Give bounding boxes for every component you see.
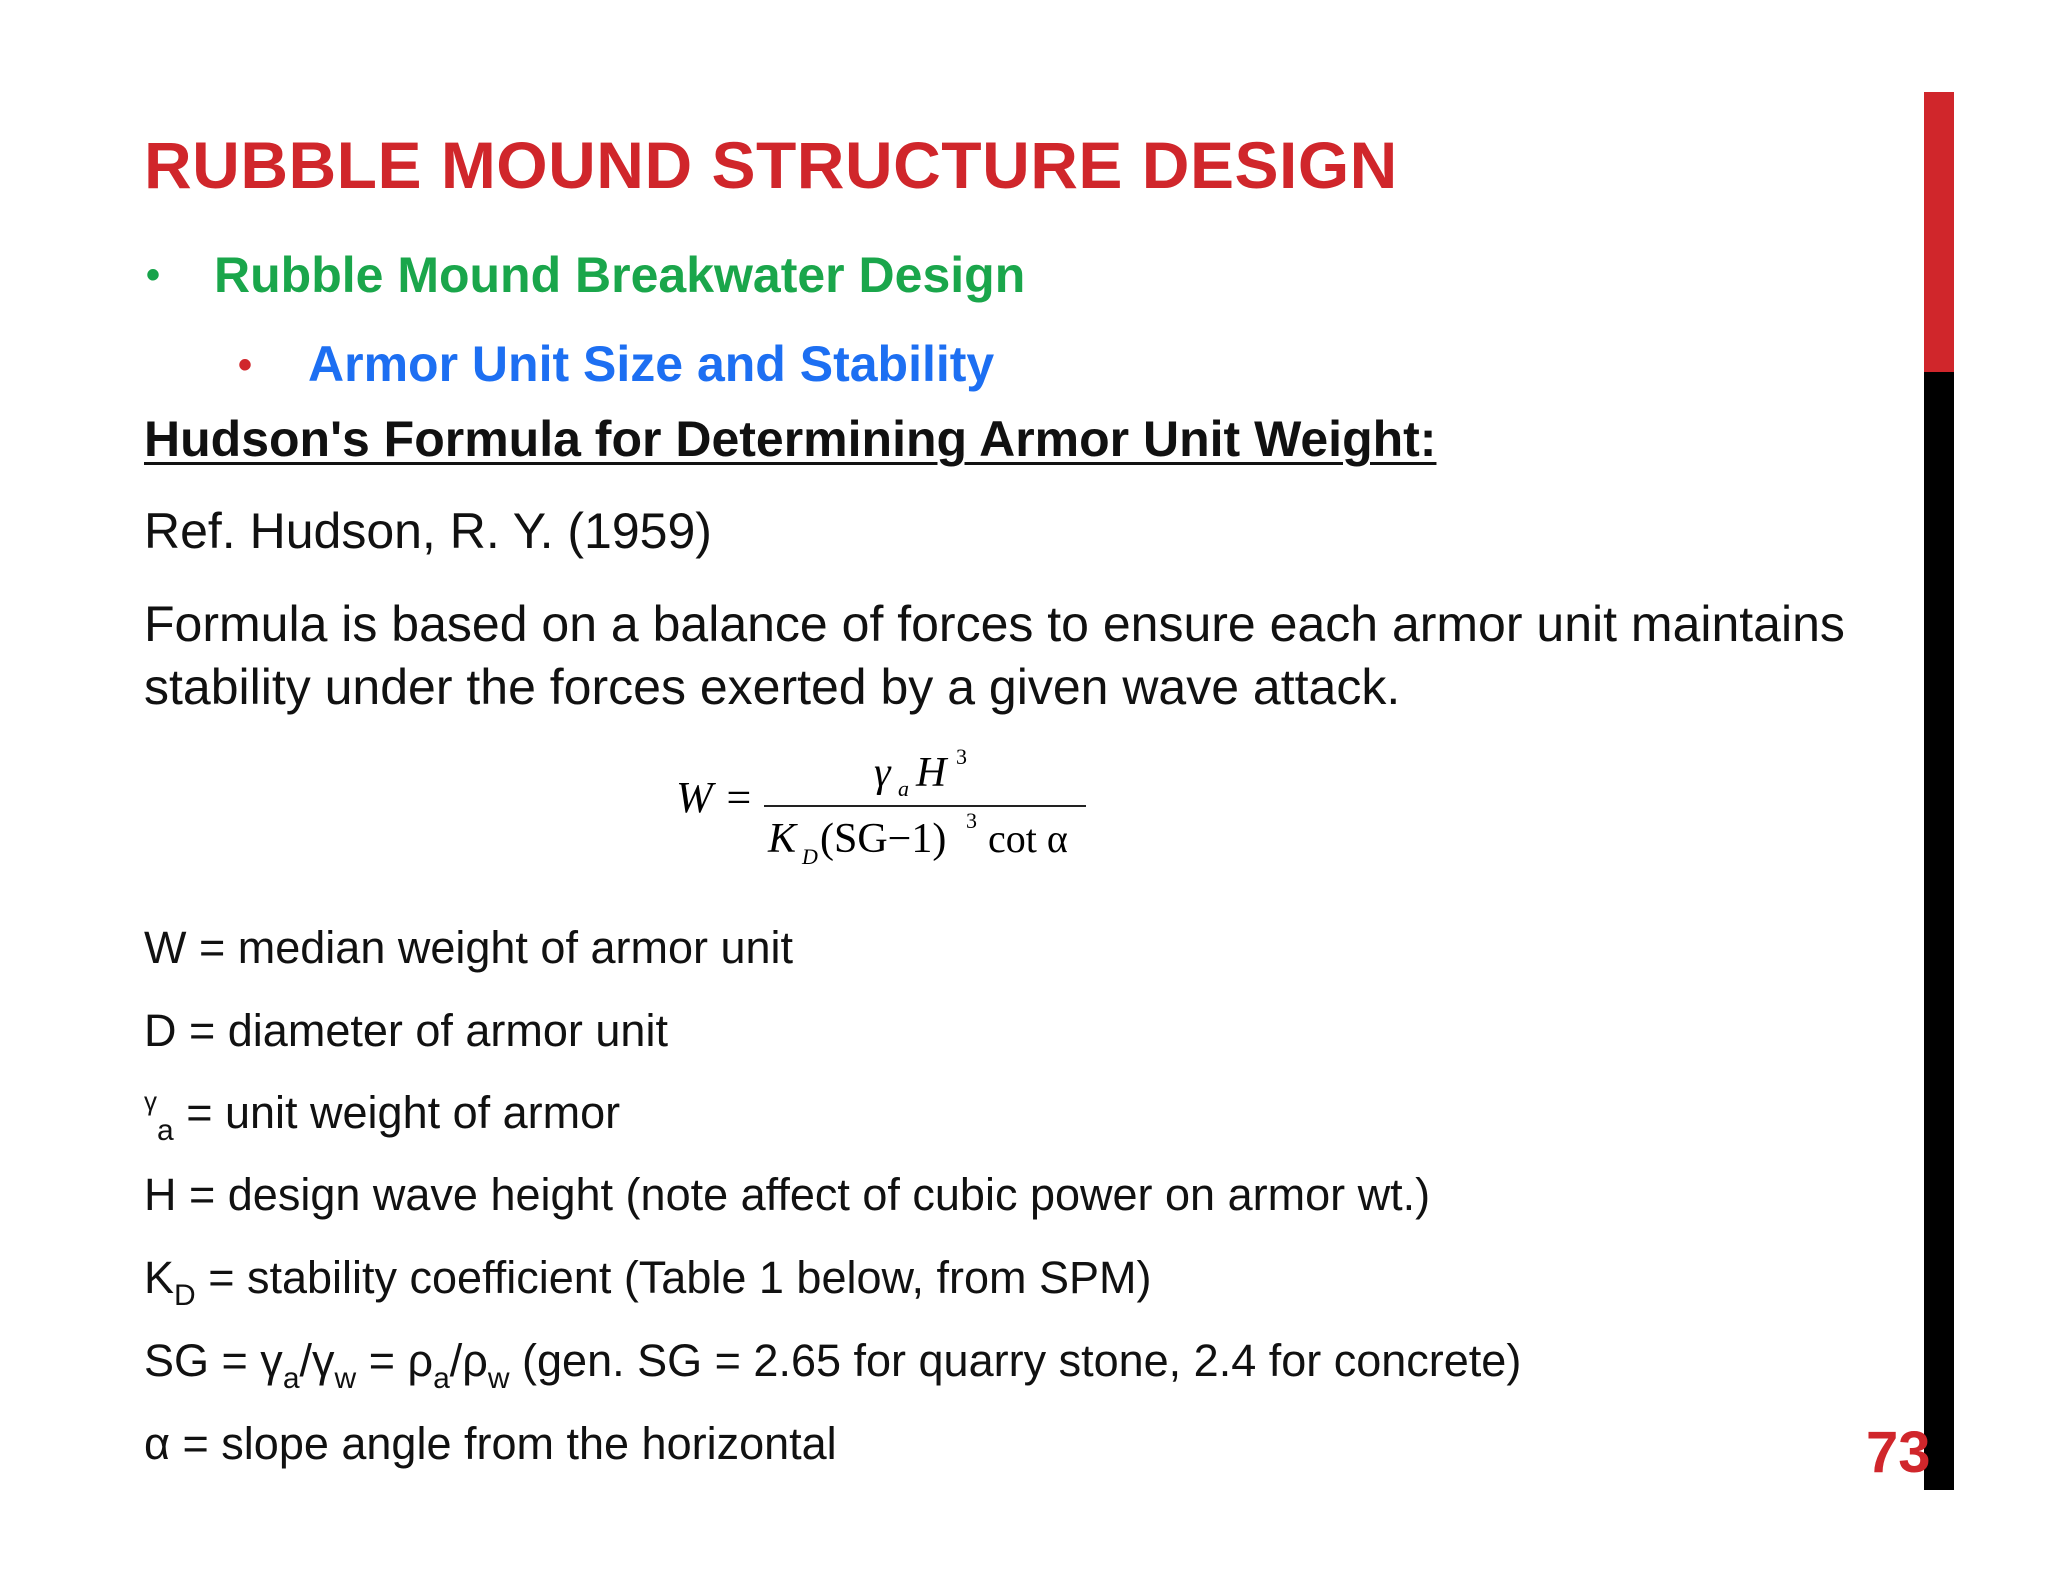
sg-sub-a2: a <box>433 1362 450 1395</box>
kd-subscript: D <box>174 1279 196 1312</box>
formula-den-cot: cot α <box>988 816 1068 861</box>
sg-sub-a: a <box>282 1362 300 1395</box>
reference-line: Ref. Hudson, R. Y. (1959) <box>144 503 712 559</box>
page-number: 73 <box>1866 1420 1931 1485</box>
definition-kd <box>144 1252 1152 1312</box>
formula-den-k-sub: D <box>802 844 818 869</box>
definition-sg <box>144 1335 1522 1395</box>
formula-den-exp: 3 <box>966 808 977 833</box>
formula-num-gamma: γ <box>874 750 891 796</box>
bullet-level2: Armor Unit Size and Stability <box>308 336 995 392</box>
sg-part3: = ρ <box>356 1335 434 1386</box>
definition-h: H = design wave height (note affect of cubic power on armor wt.) <box>144 1169 1431 1220</box>
definition-d: D = diameter of armor unit <box>144 1005 668 1056</box>
accent-bar-black <box>1924 372 1954 1490</box>
section-heading: Hudson's Formula for Determining Armor Unit Weight: <box>144 411 1437 467</box>
definition-gamma <box>144 1086 621 1147</box>
bullet-dot-level1: • <box>146 253 161 297</box>
formula-num-gamma-sub: a <box>898 776 909 801</box>
sg-part5: (gen. SG = 2.65 for quarry stone, 2.4 for concrete) <box>509 1335 1522 1386</box>
formula-num-h: H <box>916 750 947 796</box>
formula-lhs: W = <box>676 773 754 822</box>
kd-k: K <box>144 1252 175 1303</box>
bullet-level1: Rubble Mound Breakwater Design <box>214 247 1026 303</box>
gamma-subscript: a <box>157 1114 174 1147</box>
sg-sub-w: w <box>334 1362 357 1395</box>
sg-part4: /ρ <box>449 1335 488 1386</box>
formula-den-paren: (SG−1) <box>820 816 947 862</box>
gamma-symbol: γ <box>144 1086 157 1116</box>
definition-w: W = median weight of armor unit <box>144 922 794 973</box>
bullet-dot-level2: • <box>238 343 253 387</box>
definition-alpha: α = slope angle from the horizontal <box>144 1418 837 1469</box>
sg-part1: SG = γ <box>144 1335 283 1386</box>
sg-sub-w2: w <box>487 1362 510 1395</box>
formula-den-k: K <box>768 816 797 862</box>
slide-title: RUBBLE MOUND STRUCTURE DESIGN <box>144 128 1398 202</box>
description-paragraph: Formula is based on a balance of forces to ensure each armor unit maintains stability under the forces exerted by a given wave attack. <box>144 596 1845 715</box>
gamma-text: = unit weight of armor <box>173 1087 621 1138</box>
accent-bar-red <box>1924 92 1954 372</box>
sg-part2: /γ <box>299 1335 335 1386</box>
hudson-formula <box>666 740 1106 880</box>
kd-text: = stability coefficient (Table 1 below, from SPM) <box>195 1252 1152 1303</box>
formula-num-exp: 3 <box>956 744 967 769</box>
